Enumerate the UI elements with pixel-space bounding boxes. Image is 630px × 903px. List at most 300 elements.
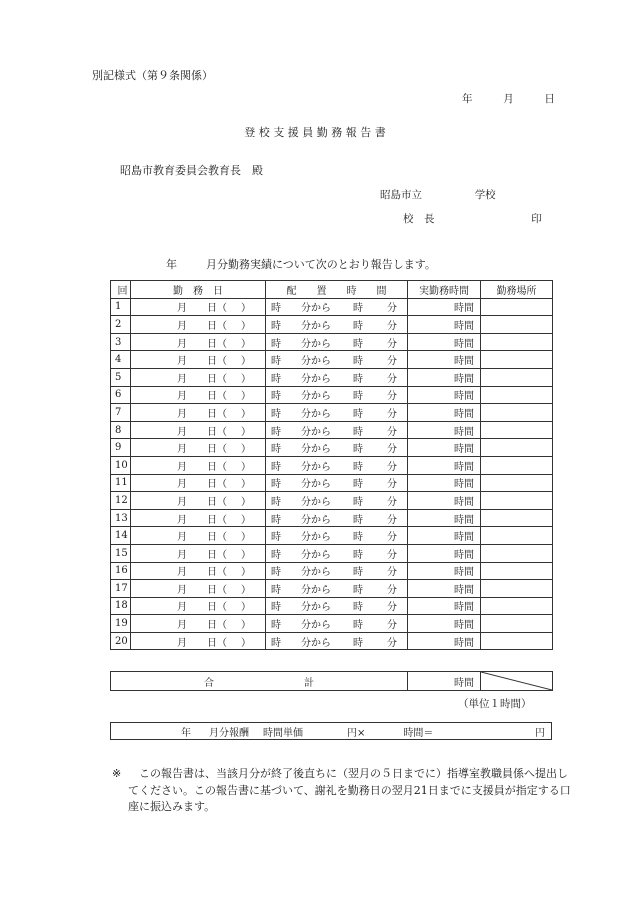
start-hour-label: 時	[271, 637, 281, 649]
start-hour-label: 時	[271, 514, 281, 526]
start-min-label: 分から	[301, 338, 331, 350]
row-hours[interactable]	[408, 597, 481, 615]
weekday-open: （	[217, 567, 227, 579]
row-place[interactable]	[481, 368, 553, 386]
start-min-label: 分から	[301, 584, 331, 596]
row-schedule[interactable]	[266, 509, 408, 527]
start-min-label: 分から	[301, 444, 331, 456]
principal-title: 校 長	[403, 213, 435, 225]
end-min-label: 分	[387, 408, 397, 420]
total-hours[interactable]	[408, 672, 481, 691]
row-schedule[interactable]	[266, 615, 408, 633]
notes	[112, 766, 574, 816]
hours-unit-label: 時間	[454, 338, 474, 350]
table-row	[111, 544, 553, 562]
day-label: 日	[207, 637, 217, 649]
table-row	[111, 527, 553, 545]
end-min-label: 分	[387, 320, 397, 332]
table-row	[111, 615, 553, 633]
row-place[interactable]	[481, 333, 553, 351]
start-hour-label: 時	[271, 584, 281, 596]
row-schedule[interactable]	[266, 421, 408, 439]
hours-unit-label: 時間	[454, 637, 474, 649]
day-label: 日	[207, 496, 217, 508]
row-hours[interactable]	[408, 562, 481, 580]
row-place[interactable]	[481, 615, 553, 633]
school-name-line	[380, 187, 496, 202]
start-hour-label: 時	[271, 391, 281, 403]
table-row	[111, 386, 553, 404]
end-min-label: 分	[387, 303, 397, 315]
row-schedule[interactable]	[266, 632, 408, 650]
hours-unit-label: 時間	[454, 426, 474, 438]
row-schedule[interactable]	[266, 492, 408, 510]
end-min-label: 分	[387, 532, 397, 544]
end-min-label: 分	[387, 620, 397, 632]
start-min-label: 分から	[301, 514, 331, 526]
end-hour-label: 時	[353, 532, 363, 544]
hours-unit-label: 時間	[454, 373, 474, 385]
row-schedule[interactable]	[266, 316, 408, 334]
row-hours[interactable]	[408, 298, 481, 316]
row-number: 10	[111, 456, 131, 474]
row-place[interactable]	[481, 580, 553, 598]
end-min-label: 分	[387, 444, 397, 456]
row-place[interactable]	[481, 562, 553, 580]
weekday-open: （	[217, 391, 227, 403]
intro-text: 月分勤務実績について次のとおり報告します。	[206, 258, 436, 271]
row-hours[interactable]	[408, 474, 481, 492]
row-number: 18	[111, 597, 131, 615]
row-date[interactable]	[131, 544, 266, 562]
row-date[interactable]	[131, 597, 266, 615]
end-min-label: 分	[387, 584, 397, 596]
month-label: 月	[177, 549, 187, 561]
note-mark: ※	[112, 767, 122, 780]
weekday-close: ）	[241, 584, 251, 596]
row-number: 8	[111, 421, 131, 439]
hours-unit-label: 時間	[454, 391, 474, 403]
header-hours: 実勤務時間	[408, 281, 481, 299]
row-date[interactable]	[131, 421, 266, 439]
start-min-label: 分から	[301, 426, 331, 438]
weekday-open: （	[217, 338, 227, 350]
month-label: 月	[177, 408, 187, 420]
table-row	[111, 368, 553, 386]
hours-unit-label: 時間	[454, 479, 474, 491]
row-place[interactable]	[481, 316, 553, 334]
row-schedule[interactable]	[266, 298, 408, 316]
row-hours[interactable]	[408, 333, 481, 351]
row-number: 9	[111, 439, 131, 457]
row-date[interactable]	[131, 333, 266, 351]
row-number: 13	[111, 509, 131, 527]
start-min-label: 分から	[301, 356, 331, 368]
school-suffix: 学校	[474, 189, 496, 201]
table-row	[111, 421, 553, 439]
start-hour-label: 時	[271, 620, 281, 632]
header-schedule: 配 置 時 間	[266, 281, 408, 299]
pay-calculation[interactable]	[111, 723, 552, 740]
weekday-open: （	[217, 496, 227, 508]
weekday-open: （	[217, 320, 227, 332]
table-row	[111, 632, 553, 650]
row-number: 14	[111, 527, 131, 545]
month-label: 月	[177, 373, 187, 385]
end-hour-label: 時	[353, 338, 363, 350]
day-label: 日	[207, 532, 217, 544]
day-label: 日	[207, 338, 217, 350]
row-place[interactable]	[481, 386, 553, 404]
hours-unit-label: 時間	[454, 549, 474, 561]
header-date: 勤 務 日	[131, 281, 266, 299]
date-month: 月	[503, 93, 514, 105]
pay-times-label: 円×	[347, 727, 366, 739]
hours-unit-label: 時間	[454, 496, 474, 508]
day-label: 日	[207, 303, 217, 315]
intro-year: 年	[166, 258, 177, 271]
hours-unit-label: 時間	[454, 444, 474, 456]
hours-unit-label: 時間	[454, 514, 474, 526]
row-schedule[interactable]	[266, 544, 408, 562]
day-label: 日	[207, 444, 217, 456]
row-date[interactable]	[131, 316, 266, 334]
end-min-label: 分	[387, 426, 397, 438]
start-hour-label: 時	[271, 532, 281, 544]
row-number: 2	[111, 316, 131, 334]
hours-unit-label: 時間	[454, 620, 474, 632]
attendance-table	[110, 280, 553, 650]
row-schedule[interactable]	[266, 333, 408, 351]
end-hour-label: 時	[353, 637, 363, 649]
weekday-open: （	[217, 514, 227, 526]
weekday-open: （	[217, 584, 227, 596]
unit-note: （単位１時間）	[458, 698, 532, 710]
table-row	[111, 439, 553, 457]
row-date[interactable]	[131, 439, 266, 457]
weekday-close: ）	[241, 356, 251, 368]
month-label: 月	[177, 479, 187, 491]
row-number: 7	[111, 404, 131, 422]
start-min-label: 分から	[301, 408, 331, 420]
row-schedule[interactable]	[266, 368, 408, 386]
end-min-label: 分	[387, 549, 397, 561]
end-min-label: 分	[387, 602, 397, 614]
day-label: 日	[207, 461, 217, 473]
start-hour-label: 時	[271, 461, 281, 473]
total-label	[111, 672, 408, 691]
start-hour-label: 時	[271, 444, 281, 456]
row-schedule[interactable]	[266, 527, 408, 545]
seal-mark: 印	[531, 213, 542, 225]
principal-line	[403, 211, 542, 226]
start-min-label: 分から	[301, 532, 331, 544]
weekday-close: ）	[241, 549, 251, 561]
row-date[interactable]	[131, 298, 266, 316]
day-label: 日	[207, 514, 217, 526]
table-row	[111, 597, 553, 615]
end-hour-label: 時	[353, 444, 363, 456]
start-hour-label: 時	[271, 567, 281, 579]
table-row	[111, 492, 553, 510]
row-place[interactable]	[481, 439, 553, 457]
day-label: 日	[207, 356, 217, 368]
row-hours[interactable]	[408, 580, 481, 598]
weekday-close: ）	[241, 444, 251, 456]
row-hours[interactable]	[408, 351, 481, 369]
table-row	[111, 404, 553, 422]
month-label: 月	[177, 637, 187, 649]
row-place[interactable]	[481, 421, 553, 439]
hours-unit-label: 時間	[454, 567, 474, 579]
row-place[interactable]	[481, 351, 553, 369]
end-min-label: 分	[387, 479, 397, 491]
weekday-open: （	[217, 303, 227, 315]
row-schedule[interactable]	[266, 474, 408, 492]
end-hour-label: 時	[353, 320, 363, 332]
pay-year: 年	[181, 727, 191, 739]
end-hour-label: 時	[353, 408, 363, 420]
table-row	[111, 316, 553, 334]
row-date[interactable]	[131, 368, 266, 386]
header-no: 回	[111, 281, 131, 299]
row-date[interactable]	[131, 509, 266, 527]
row-hours[interactable]	[408, 544, 481, 562]
day-label: 日	[207, 620, 217, 632]
weekday-close: ）	[241, 514, 251, 526]
date-year: 年	[462, 93, 473, 105]
hours-unit-label: 時間	[454, 461, 474, 473]
hours-unit-label: 時間	[454, 408, 474, 420]
start-min-label: 分から	[301, 303, 331, 315]
end-min-label: 分	[387, 514, 397, 526]
month-label: 月	[177, 532, 187, 544]
row-hours[interactable]	[408, 439, 481, 457]
month-label: 月	[177, 461, 187, 473]
addressee: 昭島市教育委員会教育長 殿	[120, 164, 263, 177]
pay-month-label: 月分報酬	[209, 727, 249, 739]
row-schedule[interactable]	[266, 386, 408, 404]
day-label: 日	[207, 479, 217, 491]
row-date[interactable]	[131, 527, 266, 545]
weekday-close: ）	[241, 496, 251, 508]
row-schedule[interactable]	[266, 439, 408, 457]
day-label: 日	[207, 320, 217, 332]
weekday-close: ）	[241, 602, 251, 614]
row-hours[interactable]	[408, 509, 481, 527]
row-hours[interactable]	[408, 456, 481, 474]
start-hour-label: 時	[271, 373, 281, 385]
row-number: 3	[111, 333, 131, 351]
row-place[interactable]	[481, 632, 553, 650]
table-row	[111, 509, 553, 527]
end-min-label: 分	[387, 567, 397, 579]
row-date[interactable]	[131, 492, 266, 510]
start-min-label: 分から	[301, 637, 331, 649]
month-label: 月	[177, 320, 187, 332]
month-label: 月	[177, 356, 187, 368]
start-min-label: 分から	[301, 567, 331, 579]
row-place[interactable]	[481, 456, 553, 474]
row-hours[interactable]	[408, 632, 481, 650]
pay-hours-eq-label: 時間＝	[403, 727, 434, 739]
total-label-left: 合	[204, 677, 214, 689]
pay-row	[111, 723, 552, 740]
start-hour-label: 時	[271, 426, 281, 438]
start-hour-label: 時	[271, 496, 281, 508]
end-min-label: 分	[387, 356, 397, 368]
end-hour-label: 時	[353, 303, 363, 315]
row-place[interactable]	[481, 474, 553, 492]
start-min-label: 分から	[301, 320, 331, 332]
form-reference: 別記様式（第９条関係）	[92, 69, 213, 82]
row-hours[interactable]	[408, 527, 481, 545]
end-hour-label: 時	[353, 391, 363, 403]
month-label: 月	[177, 584, 187, 596]
hours-unit-label: 時間	[454, 303, 474, 315]
table-row	[111, 333, 553, 351]
row-number: 20	[111, 632, 131, 650]
month-label: 月	[177, 338, 187, 350]
pay-hourly-rate-label: 時間単価	[263, 727, 303, 739]
note-text: この報告書は、当該月分が終了後直ちに（翌月の５日までに）指導室教職員係へ提出してください。この報告書に基づいて、謝礼を勤務日の翌月21日までに支援員が指定する口座に振込みます。	[128, 767, 571, 813]
table-row	[111, 298, 553, 316]
row-place[interactable]	[481, 509, 553, 527]
row-hours[interactable]	[408, 368, 481, 386]
month-label: 月	[177, 303, 187, 315]
row-hours[interactable]	[408, 316, 481, 334]
weekday-open: （	[217, 444, 227, 456]
row-number: 5	[111, 368, 131, 386]
end-hour-label: 時	[353, 479, 363, 491]
end-hour-label: 時	[353, 549, 363, 561]
end-hour-label: 時	[353, 426, 363, 438]
start-min-label: 分から	[301, 461, 331, 473]
month-label: 月	[177, 514, 187, 526]
row-place[interactable]	[481, 544, 553, 562]
pay-table	[110, 722, 552, 740]
row-date[interactable]	[131, 404, 266, 422]
weekday-open: （	[217, 373, 227, 385]
table-row	[111, 456, 553, 474]
row-date[interactable]	[131, 456, 266, 474]
weekday-close: ）	[241, 408, 251, 420]
hours-unit-label: 時間	[454, 356, 474, 368]
row-place[interactable]	[481, 527, 553, 545]
intro-sentence	[166, 256, 436, 272]
start-hour-label: 時	[271, 303, 281, 315]
day-label: 日	[207, 567, 217, 579]
end-min-label: 分	[387, 391, 397, 403]
start-hour-label: 時	[271, 408, 281, 420]
weekday-open: （	[217, 426, 227, 438]
row-date[interactable]	[131, 351, 266, 369]
row-schedule[interactable]	[266, 597, 408, 615]
row-schedule[interactable]	[266, 456, 408, 474]
weekday-close: ）	[241, 391, 251, 403]
row-date[interactable]	[131, 632, 266, 650]
row-date[interactable]	[131, 562, 266, 580]
row-place[interactable]	[481, 597, 553, 615]
month-label: 月	[177, 444, 187, 456]
row-place[interactable]	[481, 404, 553, 422]
day-label: 日	[207, 373, 217, 385]
month-label: 月	[177, 391, 187, 403]
row-date[interactable]	[131, 386, 266, 404]
row-date[interactable]	[131, 615, 266, 633]
start-min-label: 分から	[301, 496, 331, 508]
row-hours[interactable]	[408, 386, 481, 404]
start-min-label: 分から	[301, 373, 331, 385]
end-min-label: 分	[387, 496, 397, 508]
start-min-label: 分から	[301, 479, 331, 491]
start-hour-label: 時	[271, 602, 281, 614]
pay-yen-label: 円	[535, 727, 545, 739]
row-schedule[interactable]	[266, 404, 408, 422]
total-label-right: 計	[304, 677, 314, 689]
start-min-label: 分から	[301, 602, 331, 614]
total-blank-cell	[481, 672, 553, 691]
row-hours[interactable]	[408, 615, 481, 633]
table-header-row	[111, 281, 553, 299]
weekday-close: ）	[241, 479, 251, 491]
row-date[interactable]	[131, 474, 266, 492]
row-hours[interactable]	[408, 404, 481, 422]
weekday-open: （	[217, 549, 227, 561]
month-label: 月	[177, 620, 187, 632]
end-hour-label: 時	[353, 496, 363, 508]
row-number: 16	[111, 562, 131, 580]
day-label: 日	[207, 408, 217, 420]
start-min-label: 分から	[301, 391, 331, 403]
end-hour-label: 時	[353, 567, 363, 579]
row-number: 12	[111, 492, 131, 510]
weekday-close: ）	[241, 461, 251, 473]
weekday-close: ）	[241, 303, 251, 315]
end-hour-label: 時	[353, 356, 363, 368]
row-number: 4	[111, 351, 131, 369]
weekday-close: ）	[241, 620, 251, 632]
start-hour-label: 時	[271, 479, 281, 491]
month-label: 月	[177, 426, 187, 438]
document-title: 登 校 支 援 員 勤 務 報 告 書	[244, 126, 386, 139]
row-hours[interactable]	[408, 421, 481, 439]
row-number: 6	[111, 386, 131, 404]
row-number: 11	[111, 474, 131, 492]
table-row	[111, 351, 553, 369]
weekday-close: ）	[241, 320, 251, 332]
start-hour-label: 時	[271, 320, 281, 332]
row-schedule[interactable]	[266, 562, 408, 580]
row-schedule[interactable]	[266, 351, 408, 369]
weekday-close: ）	[241, 567, 251, 579]
weekday-open: （	[217, 408, 227, 420]
row-place[interactable]	[481, 298, 553, 316]
weekday-open: （	[217, 637, 227, 649]
row-hours[interactable]	[408, 492, 481, 510]
end-min-label: 分	[387, 373, 397, 385]
row-date[interactable]	[131, 580, 266, 598]
report-date	[462, 91, 555, 106]
weekday-close: ）	[241, 532, 251, 544]
month-label: 月	[177, 602, 187, 614]
weekday-close: ）	[241, 338, 251, 350]
weekday-open: （	[217, 602, 227, 614]
row-schedule[interactable]	[266, 580, 408, 598]
weekday-open: （	[217, 479, 227, 491]
weekday-open: （	[217, 356, 227, 368]
row-place[interactable]	[481, 492, 553, 510]
